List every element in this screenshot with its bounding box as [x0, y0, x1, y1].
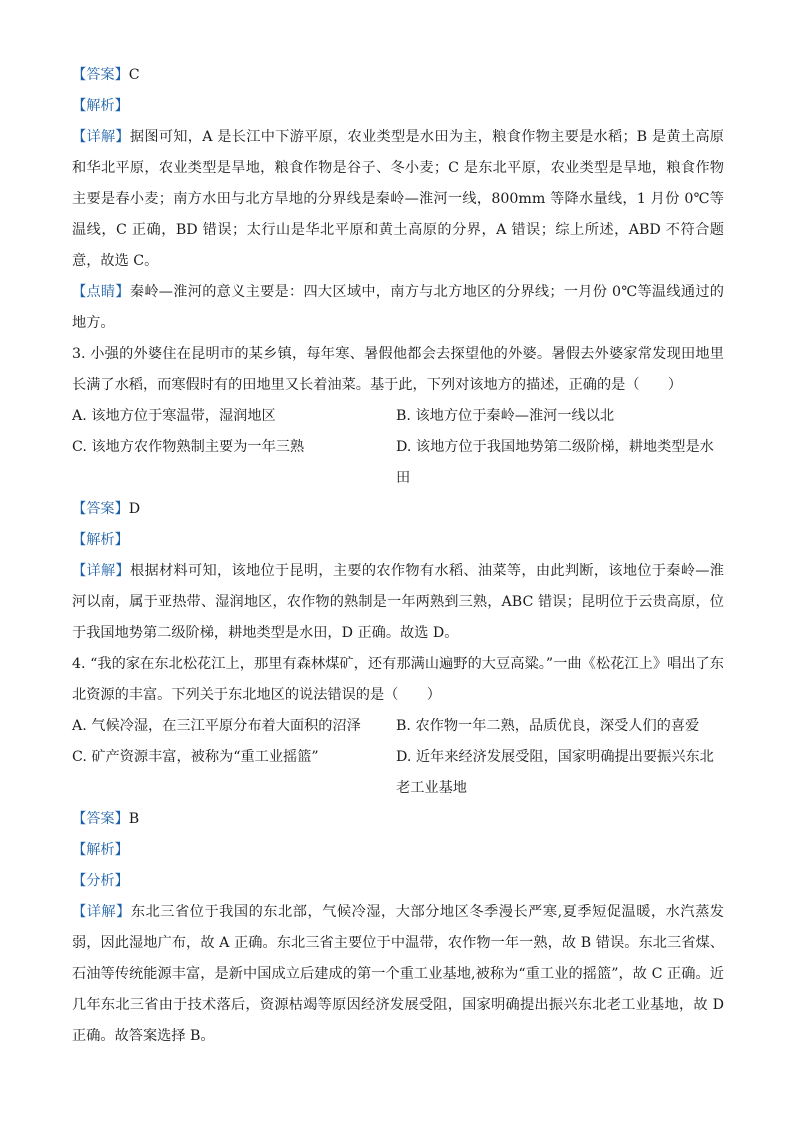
question-4-option-d: D. 近年来经济发展受阻，国家明确提出要振兴东北老工业基地 [396, 749, 714, 796]
question-3-option-a: A. 该地方位于寒温带，湿润地区 [72, 408, 276, 424]
answer-value: C [128, 67, 140, 83]
question-3-option-b: B. 该地方位于秦岭—淮河一线以北 [396, 408, 615, 424]
question-3-detail-text: 根据材料可知，该地位于昆明，主要的农作物有水稻、油菜等，由此判断，该地位于秦岭—淮河以南，属于亚热带、湿润地区，农作物的熟制是一年两熟到三熟，ABC 错误；昆明位于云贵高原，位于我国地势第二级阶梯，耕地类型是水田，D 正确。故选 D。 [72, 563, 724, 641]
question-3-analysis-label: 【解析】 [72, 532, 129, 548]
question-4-answer-line [72, 804, 724, 835]
question-3-option-c: C. 该地方农作物熟制主要为一年三熟 [72, 439, 305, 455]
question-4-options-row-1 [72, 711, 724, 742]
answer-line [72, 60, 724, 91]
detail-label: 【详解】 [72, 129, 130, 145]
detail-paragraph [72, 122, 724, 277]
question-4-analysis-line [72, 835, 724, 866]
question-4-answer-label: 【答案】 [72, 811, 129, 827]
answer-label: 【答案】 [72, 67, 129, 83]
tip-text: 秦岭—淮河的意义主要是：四大区域中，南方与北方地区的分界线；一月份 0℃等温线通过的地方。 [72, 284, 724, 331]
question-3-analysis-line [72, 525, 724, 556]
question-3-answer-line [72, 494, 724, 525]
question-3-options-row-1 [72, 401, 724, 432]
question-3-stem: 3. 小强的外婆住在昆明市的某乡镇，每年寒、暑假他都会去探望他的外婆。暑假去外婆家常发现田地里长满了水稻，而寒假时有的田地里又长着油菜。基于此，下列对该地方的描述，正确的是（ ） [72, 346, 724, 393]
question-4-option-c: C. 矿产资源丰富，被称为“重工业摇篮” [72, 749, 319, 765]
question-3-answer-value: D [128, 501, 141, 517]
question-4-stem: 4. “我的家在东北松花江上，那里有森林煤矿，还有那满山遍野的大豆高粱。”一曲《松花江上》唱出了东北资源的丰富。下列关于东北地区的说法错误的是（ ） [72, 656, 724, 703]
question-3-option-d: D. 该地方位于我国地势第二级阶梯，耕地类型是水田 [396, 439, 714, 486]
detail-text: 据图可知，A 是长江中下游平原，农业类型是水田为主，粮食作物主要是水稻；B 是黄土高原和华北平原，农业类型是旱地，粮食作物是谷子、冬小麦；C 是东北平原，农业类型是旱地，粮食作物主要是春小麦；南方水田与北方旱地的分界线是秦岭—淮河一线，800mm 等降水量线，1 月份 0℃等温线，C 正确，BD 错误；太行山是华北平原和黄土高原的分界，A 错误；综上所述，ABD 不符合题意，故选 C。 [72, 129, 724, 269]
question-3-answer-label: 【答案】 [72, 501, 129, 517]
document-page [72, 60, 724, 1052]
question-4-answer-value: B [128, 811, 140, 827]
tip-paragraph [72, 277, 724, 339]
question-4-fenxi-line [72, 866, 724, 897]
question-3-detail-paragraph [72, 556, 724, 649]
question-4-detail-label: 【详解】 [72, 904, 131, 920]
question-4-option-a: A. 气候冷湿，在三江平原分布着大面积的沼泽 [72, 718, 361, 734]
tip-label: 【点睛】 [72, 284, 130, 300]
question-3-detail-label: 【详解】 [72, 563, 130, 579]
question-4-detail-paragraph [72, 897, 724, 1052]
question-4-options-row-2 [72, 742, 724, 804]
analysis-line [72, 91, 724, 122]
analysis-label: 【解析】 [72, 98, 129, 114]
question-4-fenxi-label: 【分析】 [72, 873, 129, 889]
question-4-option-b: B. 农作物一年二熟，品质优良，深受人们的喜爱 [396, 718, 700, 734]
question-4-analysis-label: 【解析】 [72, 842, 129, 858]
question-4-detail-text: 东北三省位于我国的东北部，气候冷湿，大部分地区冬季漫长严寒,夏季短促温暖，水汽蒸发弱，因此湿地广布，故 A 正确。东北三省主要位于中温带，农作物一年一熟，故 B 错误。东北三省煤、石油等传统能源丰富，是新中国成立后建成的第一个重工业基地,被称为“重工业的摇篮”，故 C 正确。近几年东北三省由于技术落后，资源枯竭等原因经济发展受阻，国家明确提出振兴东北老工业基地，故 D 正确。故答案选择 B。 [72, 904, 724, 1044]
question-3-options-row-2 [72, 432, 724, 494]
